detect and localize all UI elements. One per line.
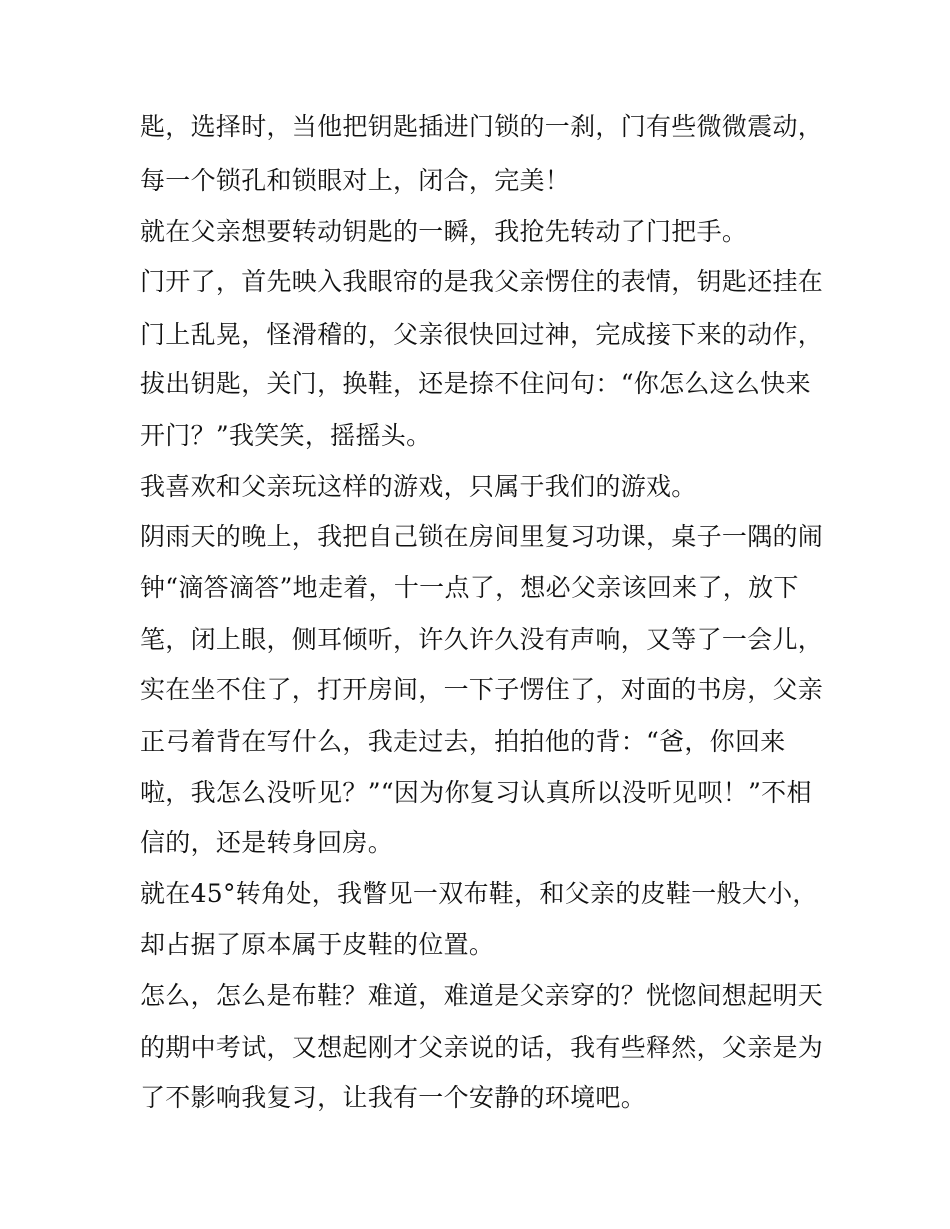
text-line: 阴雨天的晚上，我把自己锁在房间里复习功课，桌子一隅的闹 [140, 522, 824, 551]
text-line: 钟“滴答滴答”地走着，十一点了，想必父亲该回来了，放下 [140, 573, 799, 602]
text-line: 笔，闭上眼，侧耳倾听，许久许久没有声响，又等了一会儿， [140, 625, 824, 654]
text-line: 拔出钥匙，关门，换鞋，还是捺不住问句：“你怎么这么快来 [140, 369, 811, 398]
text-line: 啦，我怎么没听见？”“因为你复习认真所以没听见呗！”不相 [140, 778, 812, 807]
text-line: 每一个锁孔和锁眼对上，闭合，完美！ [140, 166, 571, 195]
text-line: 实在坐不住了，打开房间，一下子愣住了，对面的书房，父亲 [140, 675, 824, 704]
text-line: 开门？”我笑笑，摇摇头。 [140, 421, 432, 450]
text-line: 却占据了原本属于皮鞋的位置。 [140, 930, 495, 959]
text-line: 就在45°转角处，我瞥见一双布鞋，和父亲的皮鞋一般大小， [140, 879, 818, 908]
text-line: 怎么，怎么是布鞋？难道，难道是父亲穿的？恍惚间想起明天 [140, 981, 824, 1010]
text-line: 信的，还是转身回房。 [140, 828, 394, 857]
text-line: 我喜欢和父亲玩这样的游戏，只属于我们的游戏。 [140, 472, 697, 501]
text-line: 了不影响我复习，让我有一个安静的环境吧。 [140, 1083, 647, 1112]
text-line: 门开了，首先映入我眼帘的是我父亲愣住的表情，钥匙还挂在 [140, 267, 824, 296]
text-line: 正弓着背在写什么，我走过去，拍拍他的背：“爸，你回来 [140, 727, 786, 756]
text-line: 匙，选择时，当他把钥匙插进门锁的一刹，门有些微微震动， [140, 112, 824, 141]
text-line: 门上乱晃，怪滑稽的，父亲很快回过神，完成接下来的动作， [140, 320, 824, 349]
text-line: 的期中考试，又想起刚才父亲说的话，我有些释然，父亲是为 [140, 1033, 824, 1062]
text-line: 就在父亲想要转动钥匙的一瞬，我抢先转动了门把手。 [140, 217, 748, 246]
